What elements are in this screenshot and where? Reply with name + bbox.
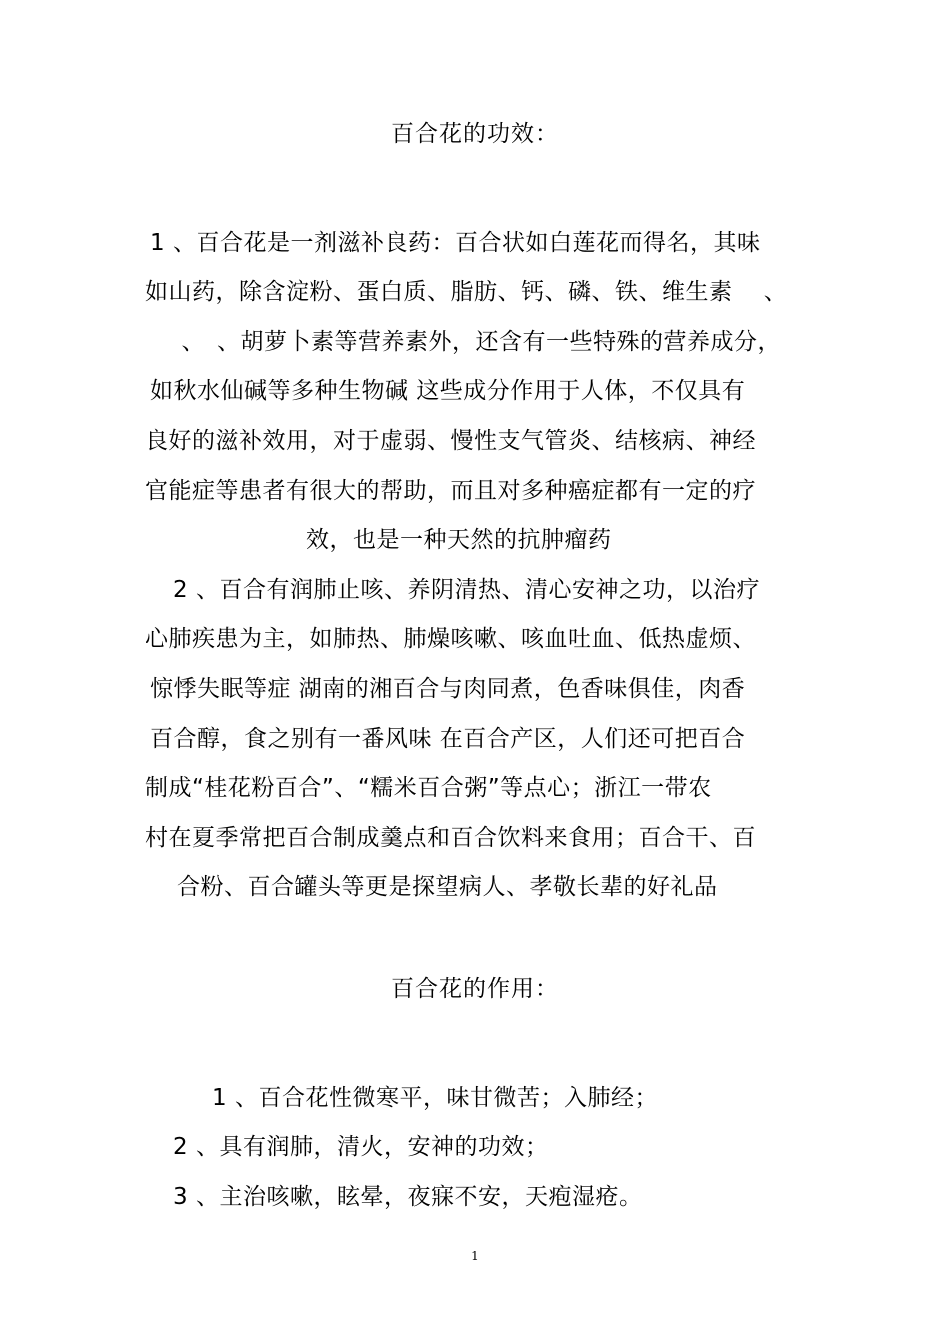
page-number: 1 [471,1249,479,1263]
paragraph-line: 村在夏季常把百合制成羹点和百合饮料来食用；百合干、百 [145,825,756,851]
paragraph-line: 、 、胡萝卜素等营养素外，还含有一些特殊的营养成分， [158,329,781,355]
list-item: 2 、具有润肺，清火，安神的功效； [173,1134,549,1160]
paragraph-line: 制成“桂花粉百合”、“糯米百合粥”等点心；浙江一带农 [145,775,712,801]
paragraph-line: 如秋水仙碱等多种生物碱 这些成分作用于人体，不仅具有 [150,378,746,404]
paragraph-line: 如山药，除含淀粉、蛋白质、脂肪、钙、磷、铁、维生素 、 [145,279,788,305]
paragraph-line: 惊悸失眠等症 湖南的湘百合与肉同煮，色香味俱佳，肉香 [150,676,746,702]
paragraph-line: 百合醇，食之别有一番风味 在百合产区，人们还可把百合 [150,726,746,752]
section-title-function: 百合花的作用： [391,976,559,1002]
list-item: 3 、主治咳嗽，眩晕，夜寐不安，天疱湿疮。 [173,1184,643,1210]
paragraph-line: 1 、百合花是一剂滋补良药：百合状如白莲花而得名，其味 [150,230,761,256]
section-title-efficacy: 百合花的功效： [391,121,559,147]
paragraph-line: 合粉、百合罐头等更是探望病人、孝敬长辈的好礼品 [177,874,718,900]
paragraph-line: 2 、百合有润肺止咳、养阴清热、清心安神之功，以治疗 [173,577,760,603]
paragraph-line: 官能症等患者有很大的帮助，而且对多种癌症都有一定的疗 [145,478,756,504]
paragraph-line: 效，也是一种天然的抗肿瘤药 [306,527,612,553]
list-item: 1 、百合花性微寒平，味甘微苦；入肺经； [212,1085,658,1111]
paragraph-line: 心肺疾患为主，如肺热、肺燥咳嗽、咳血吐血、低热虚烦、 [145,626,756,652]
paragraph-line: 良好的滋补效用，对于虚弱、慢性支气管炎、结核病、神经 [145,428,756,454]
